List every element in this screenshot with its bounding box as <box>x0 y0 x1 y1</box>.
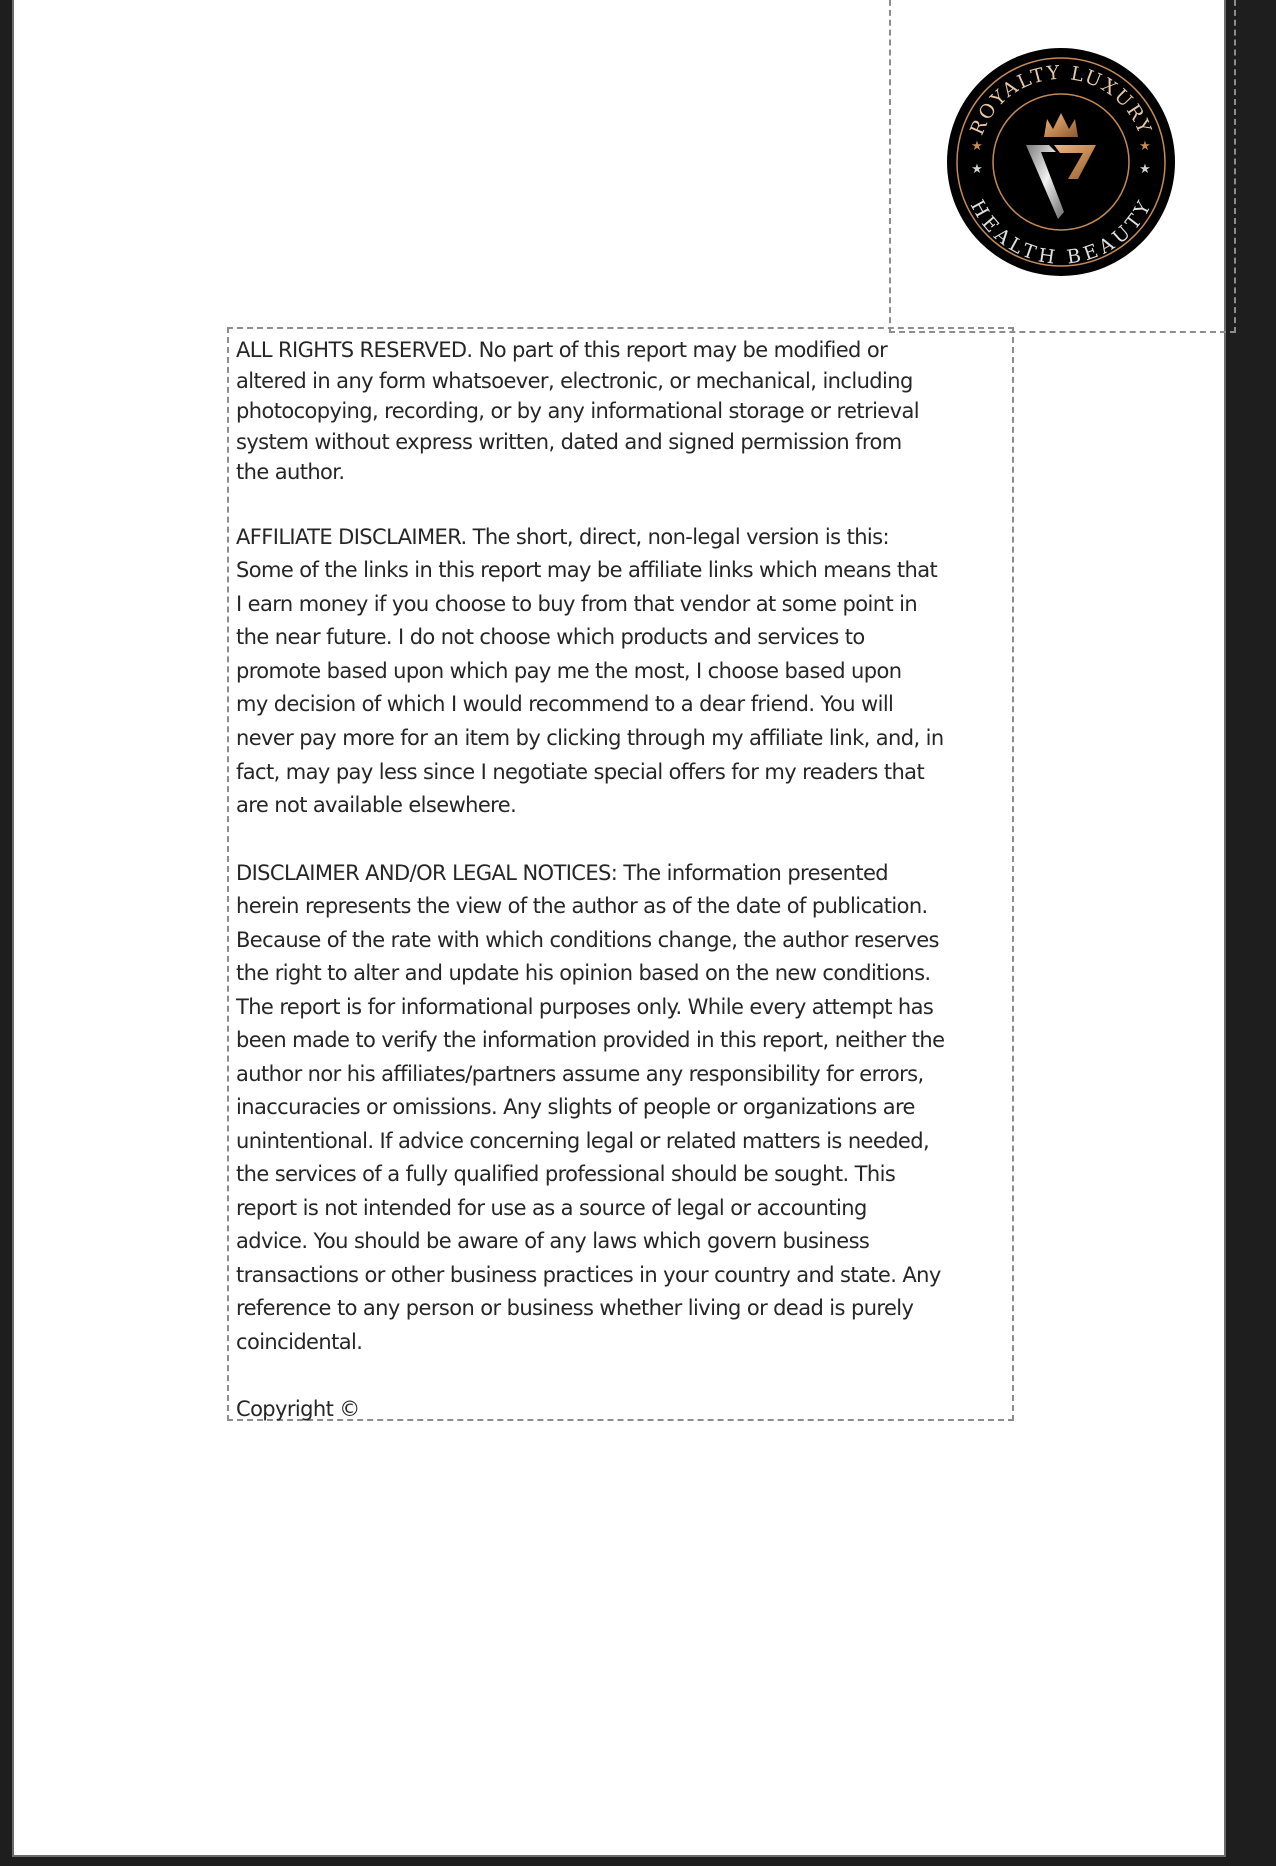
logo-top-text: ROYALTY LUXURY <box>966 61 1156 139</box>
rights-reserved-paragraph: ALL RIGHTS RESERVED. No part of this report may be modified or altered in any form whatsoever, electronic, or mechanical, including photocopying, recording, or by any informational storage or retrieval system without express written, dated and signed permission from the author. <box>236 338 919 484</box>
logo-bottom-text: HEALTH BEAUTY <box>965 196 1157 269</box>
star-icon: ★ <box>1139 162 1151 177</box>
star-icon: ★ <box>971 139 983 154</box>
copyright-line: Copyright © <box>236 1397 360 1422</box>
royalty-luxury-logo-icon <box>946 47 1176 277</box>
legal-text-frame[interactable] <box>227 327 1014 1421</box>
legal-notices-paragraph: DISCLAIMER AND/OR LEGAL NOTICES: The information presented herein represents the view of the author as of the date of publication. Because of the rate with which conditions change, the author reserves the right to alter and update his opinion based on the new conditions. The report is for informational purposes only. While every attempt has been made to verify the information provided in this report, neither the author nor his affiliates/partners assume any responsibility for errors, inaccuracies or omissions. Any slights of people or organizations are unintentional. If advice concerning legal or related matters is needed, the services of a fully qualified professional should be sought. This report is not intended for use as a source of legal or accounting advice. You should be aware of any laws which govern business transactions or other business practices in your country and state. Any reference to any person or business whether living or dead is purely coincidental. <box>236 860 945 1354</box>
star-icon: ★ <box>971 162 983 177</box>
affiliate-disclaimer-paragraph: AFFILIATE DISCLAIMER. The short, direct, non-legal version is this: Some of the links in this report may be affiliate links which means that I earn money if you choose to buy from that vendor at some point in the near future. I do not choose which products and services to promote based upon which pay me the most, I choose based upon my decision of which I would recommend to a dear friend. You will never pay more for an item by clicking through my affiliate link, and, in fact, may pay less since I negotiate special offers for my readers that are not available elsewhere. <box>236 524 944 818</box>
star-icon: ★ <box>1139 139 1151 154</box>
